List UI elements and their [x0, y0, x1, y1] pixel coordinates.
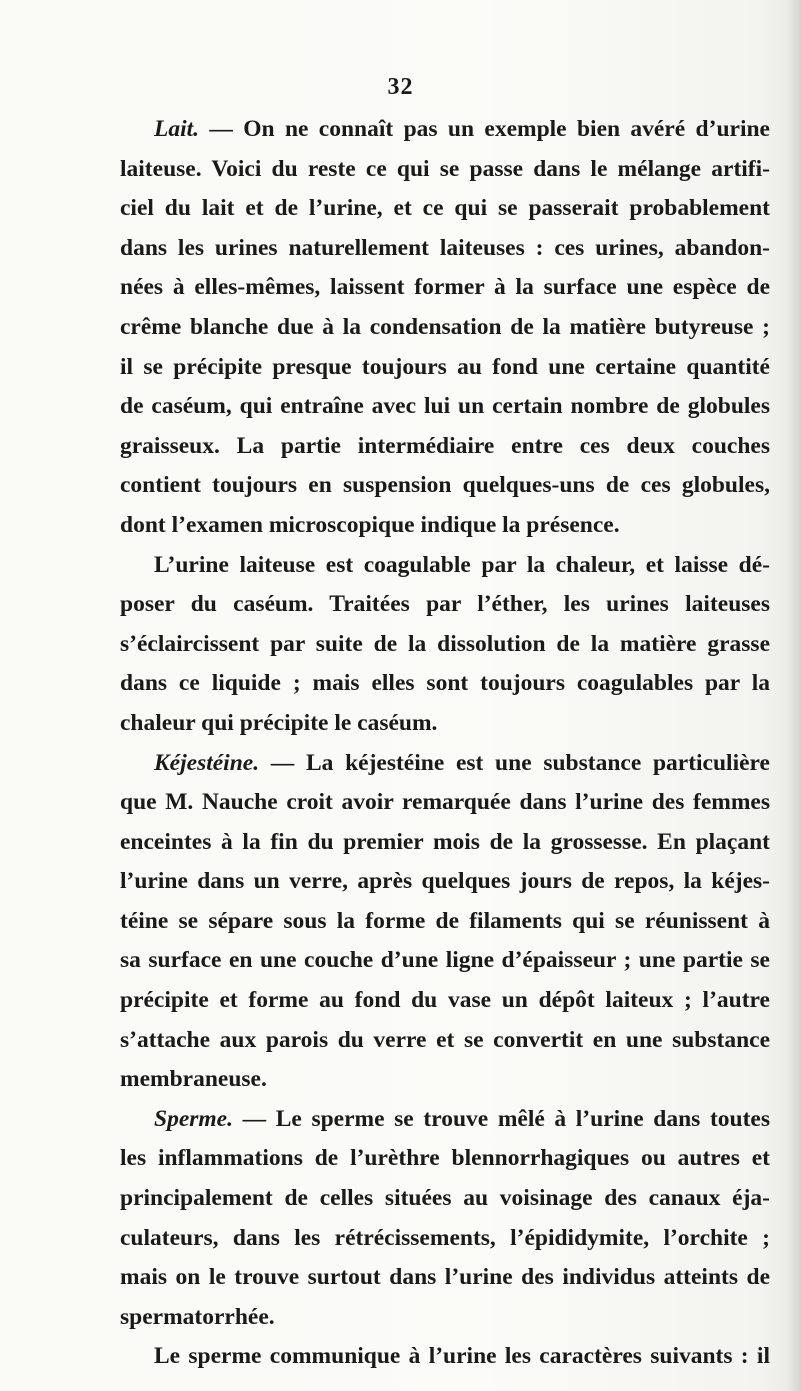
text-line: sa surface en une couche d’une ligne d’épaisseur ; une partie se: [120, 947, 770, 974]
text-line: s’éclaircissent par suite de la dissolution de la matière grasse: [120, 630, 770, 657]
text-line: Lait. — On ne connaît pas un exemple bien avéré d’urine: [154, 116, 770, 142]
text-line: téine se sépare sous la forme de filaments qui se réunissent à: [120, 907, 770, 934]
text-line: l’urine dans un verre, après quelques jours de repos, la kéjes-: [120, 868, 770, 895]
text-line: graisseux. La partie intermédiaire entre ces deux couches: [120, 432, 770, 459]
text-line: dans ce liquide ; mais elles sont toujours coagulables par la: [120, 670, 770, 697]
section-term-sperme: Sperme.: [154, 1105, 233, 1132]
text-line: dont l’examen microscopique indique la présence.: [120, 511, 620, 538]
text-line: précipite et forme au fond du vase un dépôt laiteux ; l’autre: [120, 987, 770, 1014]
text-line: les inflammations de l’urèthre blennorrhagiques ou autres et: [120, 1145, 770, 1172]
text-line: dans les urines naturellement laiteuses : ces urines, abandon-: [120, 234, 770, 261]
text-line: contient toujours en suspension quelques-uns de ces globules,: [120, 472, 770, 499]
text-line: crême blanche due à la condensation de la matière butyreuse ;: [120, 313, 770, 340]
text-line: culateurs, dans les rétrécissements, l’épididymite, l’orchite ;: [120, 1224, 770, 1251]
text-line: poser du caséum. Traitées par l’éther, les urines laiteuses: [120, 591, 770, 618]
text-line: enceintes à la fin du premier mois de la grossesse. En plaçant: [120, 828, 770, 855]
page-edge-shadow: [787, 0, 801, 1391]
text-line: principalement de celles situées au voisinage des canaux éja-: [120, 1185, 770, 1212]
text-line: chaleur qui précipite le caséum.: [120, 709, 438, 736]
text-line: Le sperme communique à l’urine les caractères suivants : il: [154, 1343, 770, 1370]
text-line: L’urine laiteuse est coagulable par la chaleur, et laisse dé-: [154, 551, 770, 578]
text-line: spermatorrhée.: [120, 1303, 275, 1330]
text-line: Kéjestéine. — La kéjestéine est une substance particulière: [154, 749, 770, 776]
text-line: il se précipite presque toujours au fond une certaine quantité: [120, 353, 770, 380]
body-text: [120, 110, 770, 1377]
text-line: membraneuse.: [120, 1066, 267, 1093]
text-line: que M. Nauche croit avoir remarquée dans l’urine des femmes: [120, 789, 770, 816]
text-line: Sperme. — Le sperme se trouve mêlé à l’urine dans toutes: [154, 1105, 770, 1132]
section-term-lait: Lait.: [154, 116, 200, 142]
page-number: 32: [387, 74, 414, 100]
text-line: ciel du lait et de l’urine, et ce qui se passerait probablement: [120, 195, 770, 222]
text-line: mais on le trouve surtout dans l’urine des individus atteints de: [120, 1264, 770, 1291]
text-line: de caséum, qui entraîne avec lui un certain nombre de globules: [120, 393, 770, 420]
text-line: laiteuse. Voici du reste ce qui se passe dans le mélange artifi-: [120, 155, 770, 182]
text-line: nées à elles-mêmes, laissent former à la surface une espèce de: [120, 274, 770, 301]
text-line: s’attache aux parois du verre et se convertit en une substance: [120, 1026, 770, 1053]
section-term-kejesteine: Kéjestéine.: [154, 749, 260, 776]
